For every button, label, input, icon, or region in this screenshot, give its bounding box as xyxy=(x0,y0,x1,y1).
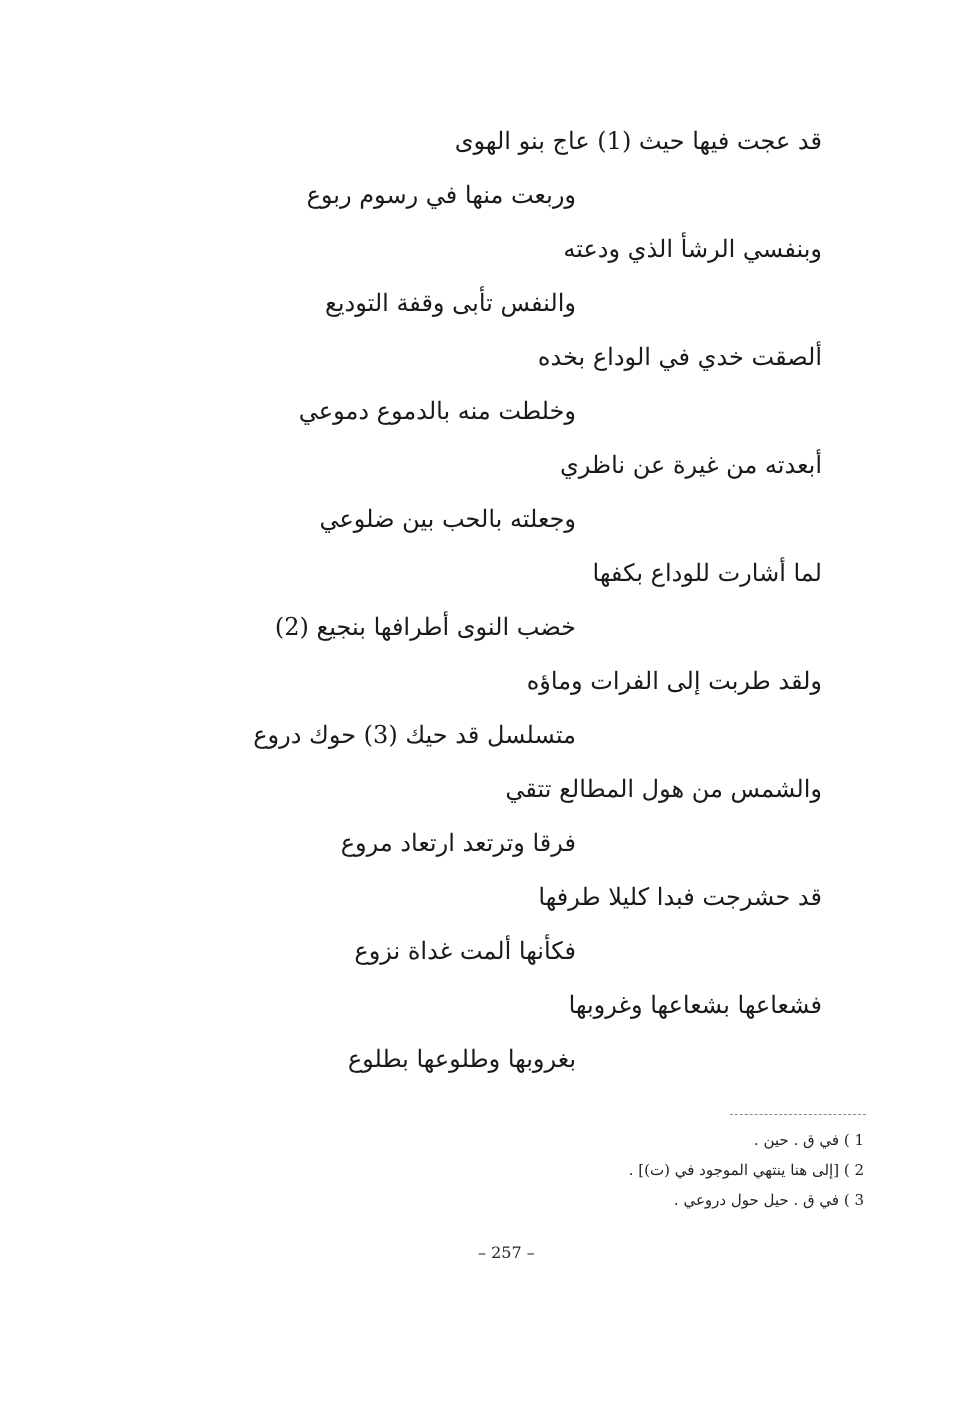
verse-7-first-hemistich: والشمس من هول المطالع تتقي xyxy=(505,775,822,803)
verse-2-second-hemistich: والنفس تأبى وقفة التوديع xyxy=(325,289,576,317)
verse-3-first-hemistich: ألصقت خدي في الوداع بخده xyxy=(537,343,822,371)
verse-5-first-hemistich: لما أشارت للوداع بكفها xyxy=(592,559,822,587)
verse-5-second-hemistich: خضب النوى أطرافها بنجيع (2) xyxy=(274,613,576,641)
verse-4-first-hemistich: أبعدته من غيرة عن ناظري xyxy=(559,451,822,479)
verse-1-first-hemistich: قد عجت فيها حيث (1) عاج بنو الهوى xyxy=(454,127,822,155)
verse-8-first-hemistich: قد حشرجت فبدا كليلا طرفها xyxy=(538,883,822,911)
verse-6-second-hemistich: متسلسل قد حيك (3) حوك دروع xyxy=(253,721,576,749)
verse-2-first-hemistich: وبنفسي الرشأ الذي ودعته xyxy=(563,235,822,263)
footnote-2: 2 ) [إلى هنا ينتهي الموجود في (ت)] . xyxy=(628,1161,864,1179)
verse-1-second-hemistich: وربعت منها في رسوم ربوع xyxy=(306,181,576,209)
verse-3-second-hemistich: وخلطت منه بالدموع دموعي xyxy=(298,397,576,425)
verse-9-first-hemistich: فشعاعها بشعاعها وغروبها xyxy=(568,991,822,1019)
footnote-separator xyxy=(730,1114,866,1115)
verse-6-first-hemistich: ولقد طربت إلى الفرات وماؤه xyxy=(526,667,822,695)
verse-8-second-hemistich: فكأنها ألمت غداة نزوع xyxy=(354,937,576,965)
verse-4-second-hemistich: وجعلته بالحب بين ضلوعي xyxy=(319,505,576,533)
page-number: – 257 – xyxy=(478,1243,535,1262)
footnote-1: 1 ) في ق . حين . xyxy=(753,1131,864,1149)
verse-7-second-hemistich: فرقا وترتعد ارتعاد مروع xyxy=(340,829,576,857)
verse-9-second-hemistich: بغروبها وطلوعها بطلوع xyxy=(347,1045,576,1073)
footnote-3: 3 ) في ق . حيل حول دروعي . xyxy=(673,1191,864,1209)
